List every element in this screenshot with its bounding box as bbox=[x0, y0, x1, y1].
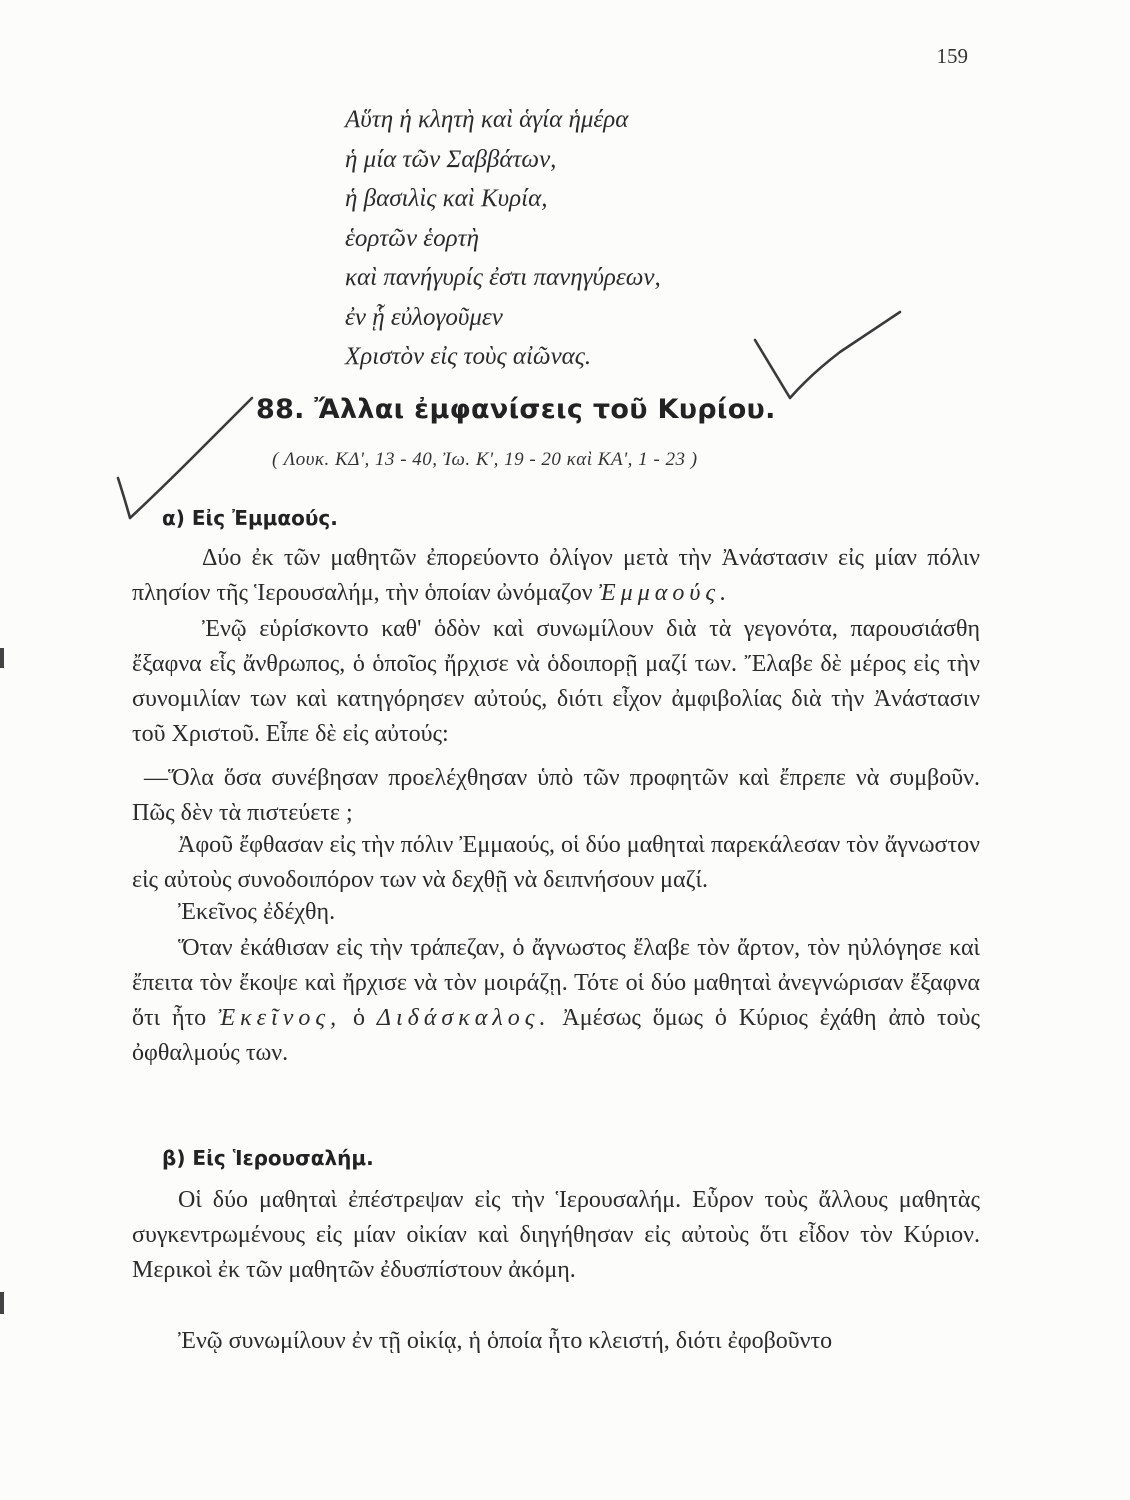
paragraph-dialogue: —Ὅλα ὅσα συνέβησαν προελέχθησαν ὑπὸ τῶν προφητῶν καὶ ἔπρεπε νὰ συμβοῦν. Πῶς δὲν τὰ πιστεύετε ; bbox=[132, 765, 980, 826]
paragraph-text: ὁ bbox=[353, 1005, 366, 1031]
poem-line: Χριστὸν εἰς τοὺς αἰῶνας. bbox=[345, 343, 592, 370]
paragraph: Ἀφοῦ ἔφθασαν εἰς τὴν πόλιν Ἐμμαούς, οἱ δύο μαθηταὶ παρεκάλεσαν τὸν ἄγνωστον εἰς αὐτοὺς συνοδοιπόρον των νὰ δεχθῇ νὰ δειπνήσουν μαζί. bbox=[132, 832, 980, 893]
emphasis-didaskalos: Διδάσκαλος. bbox=[376, 1005, 551, 1031]
checkmark-icon bbox=[118, 398, 252, 518]
paragraph bbox=[132, 931, 980, 1071]
section-heading: 88. Ἄλλαι ἐμφανίσεις τοῦ Κυρίου. bbox=[256, 394, 776, 425]
subsection-title-emmaus: α) Εἰς Ἐμμαούς. bbox=[162, 506, 338, 530]
poem-line: ἐν ᾗ εὐλογοῦμεν bbox=[345, 303, 503, 331]
checkmark-icon bbox=[755, 312, 900, 398]
poem-line: ἡ βασιλὶς καὶ Κυρία, bbox=[345, 185, 548, 212]
poem-line: Αὕτη ἡ κλητὴ καὶ ἁγία ἡμέρα bbox=[345, 106, 629, 133]
hymn-poem bbox=[345, 100, 661, 377]
emphasis-ekeinos: Ἐκεῖνος, bbox=[218, 1005, 342, 1031]
margin-mark bbox=[0, 1292, 4, 1314]
paragraph-text: Ἀμέσως ὅμως ὁ Κύριος ἐχάθη ἀπὸ τοὺς ὀφθαλμούς των. bbox=[132, 1005, 981, 1066]
subsection-title-jerusalem: β) Εἰς Ἱερουσαλήμ. bbox=[162, 1146, 374, 1170]
paragraph: Ἐνῷ συνωμίλουν ἐν τῇ οἰκίᾳ, ἡ ὁποία ἦτο κλειστή, διότι ἐφοβοῦντο bbox=[178, 1328, 833, 1354]
poem-line: καὶ πανήγυρίς ἐστι πανηγύρεων, bbox=[345, 264, 661, 291]
poem-line: ἑορτῶν ἑορτὴ bbox=[345, 224, 479, 252]
paragraph: Ἐκεῖνος ἐδέχθη. bbox=[178, 899, 336, 925]
paragraph bbox=[132, 541, 980, 611]
margin-mark bbox=[0, 648, 4, 668]
poem-line: ἡ μία τῶν Σαββάτων, bbox=[345, 145, 557, 173]
place-name-emphasis: Ἐμμαούς. bbox=[598, 580, 732, 606]
scripture-reference: ( Λουκ. ΚΔ', 13 - 40, Ἰω. Κ', 19 - 20 καὶ ΚΑ', 1 - 23 ) bbox=[272, 449, 698, 470]
paragraph-text: Δύο ἐκ τῶν μαθητῶν ἐπορεύοντο ὀλίγον μετὰ τὴν Ἀνάστασιν εἰς μίαν πόλιν πλησίον τῆς Ἱερουσαλήμ, τὴν ὁποίαν ὠνόμαζον bbox=[132, 545, 980, 606]
paragraph-text: Ὅταν ἐκάθισαν εἰς τὴν τράπεζαν, ὁ ἄγνωστος ἔλαβε τὸν ἄρτον, τὸν ηὐλόγησε καὶ ἔπειτα τὸν ἔκοψε καὶ ἤρχισε νὰ τὸν μοιράζῃ. Τότε οἱ δύο μαθηταὶ ἀνεγνώρισαν ἔξαφνα ὅτι ἦτο bbox=[132, 935, 980, 1031]
page-number: 159 bbox=[936, 44, 968, 68]
paragraph: Οἱ δύο μαθηταὶ ἐπέστρεψαν εἰς τὴν Ἱερουσαλήμ. Εὗρον τοὺς ἄλλους μαθητὰς συγκεντρωμένους εἰς μίαν οἰκίαν καὶ διηγήθησαν εἰς αὐτοὺς ὅτι εἶδον τὸν Κύριον. Μερικοὶ ἐκ τῶν μαθητῶν ἐδυσπίστουν ἀκόμη. bbox=[132, 1187, 980, 1283]
paragraph: Ἐνῷ εὑρίσκοντο καθ' ὁδὸν καὶ συνωμίλουν διὰ τὰ γεγονότα, παρουσιάσθη ἔξαφνα εἷς ἄνθρωπος, ὁ ὁποῖος ἤρχισε νὰ ὁδοιπορῇ μαζί των. Ἔλαβε δὲ μέρος εἰς τὴν συνομιλίαν των καὶ κατηγόρησεν αὐτούς, διότι εἶχον ἀμφιβολίας διὰ τὴν Ἀνάστασιν τοῦ Χριστοῦ. Εἶπε δὲ εἰς αὐτούς: bbox=[132, 616, 980, 747]
